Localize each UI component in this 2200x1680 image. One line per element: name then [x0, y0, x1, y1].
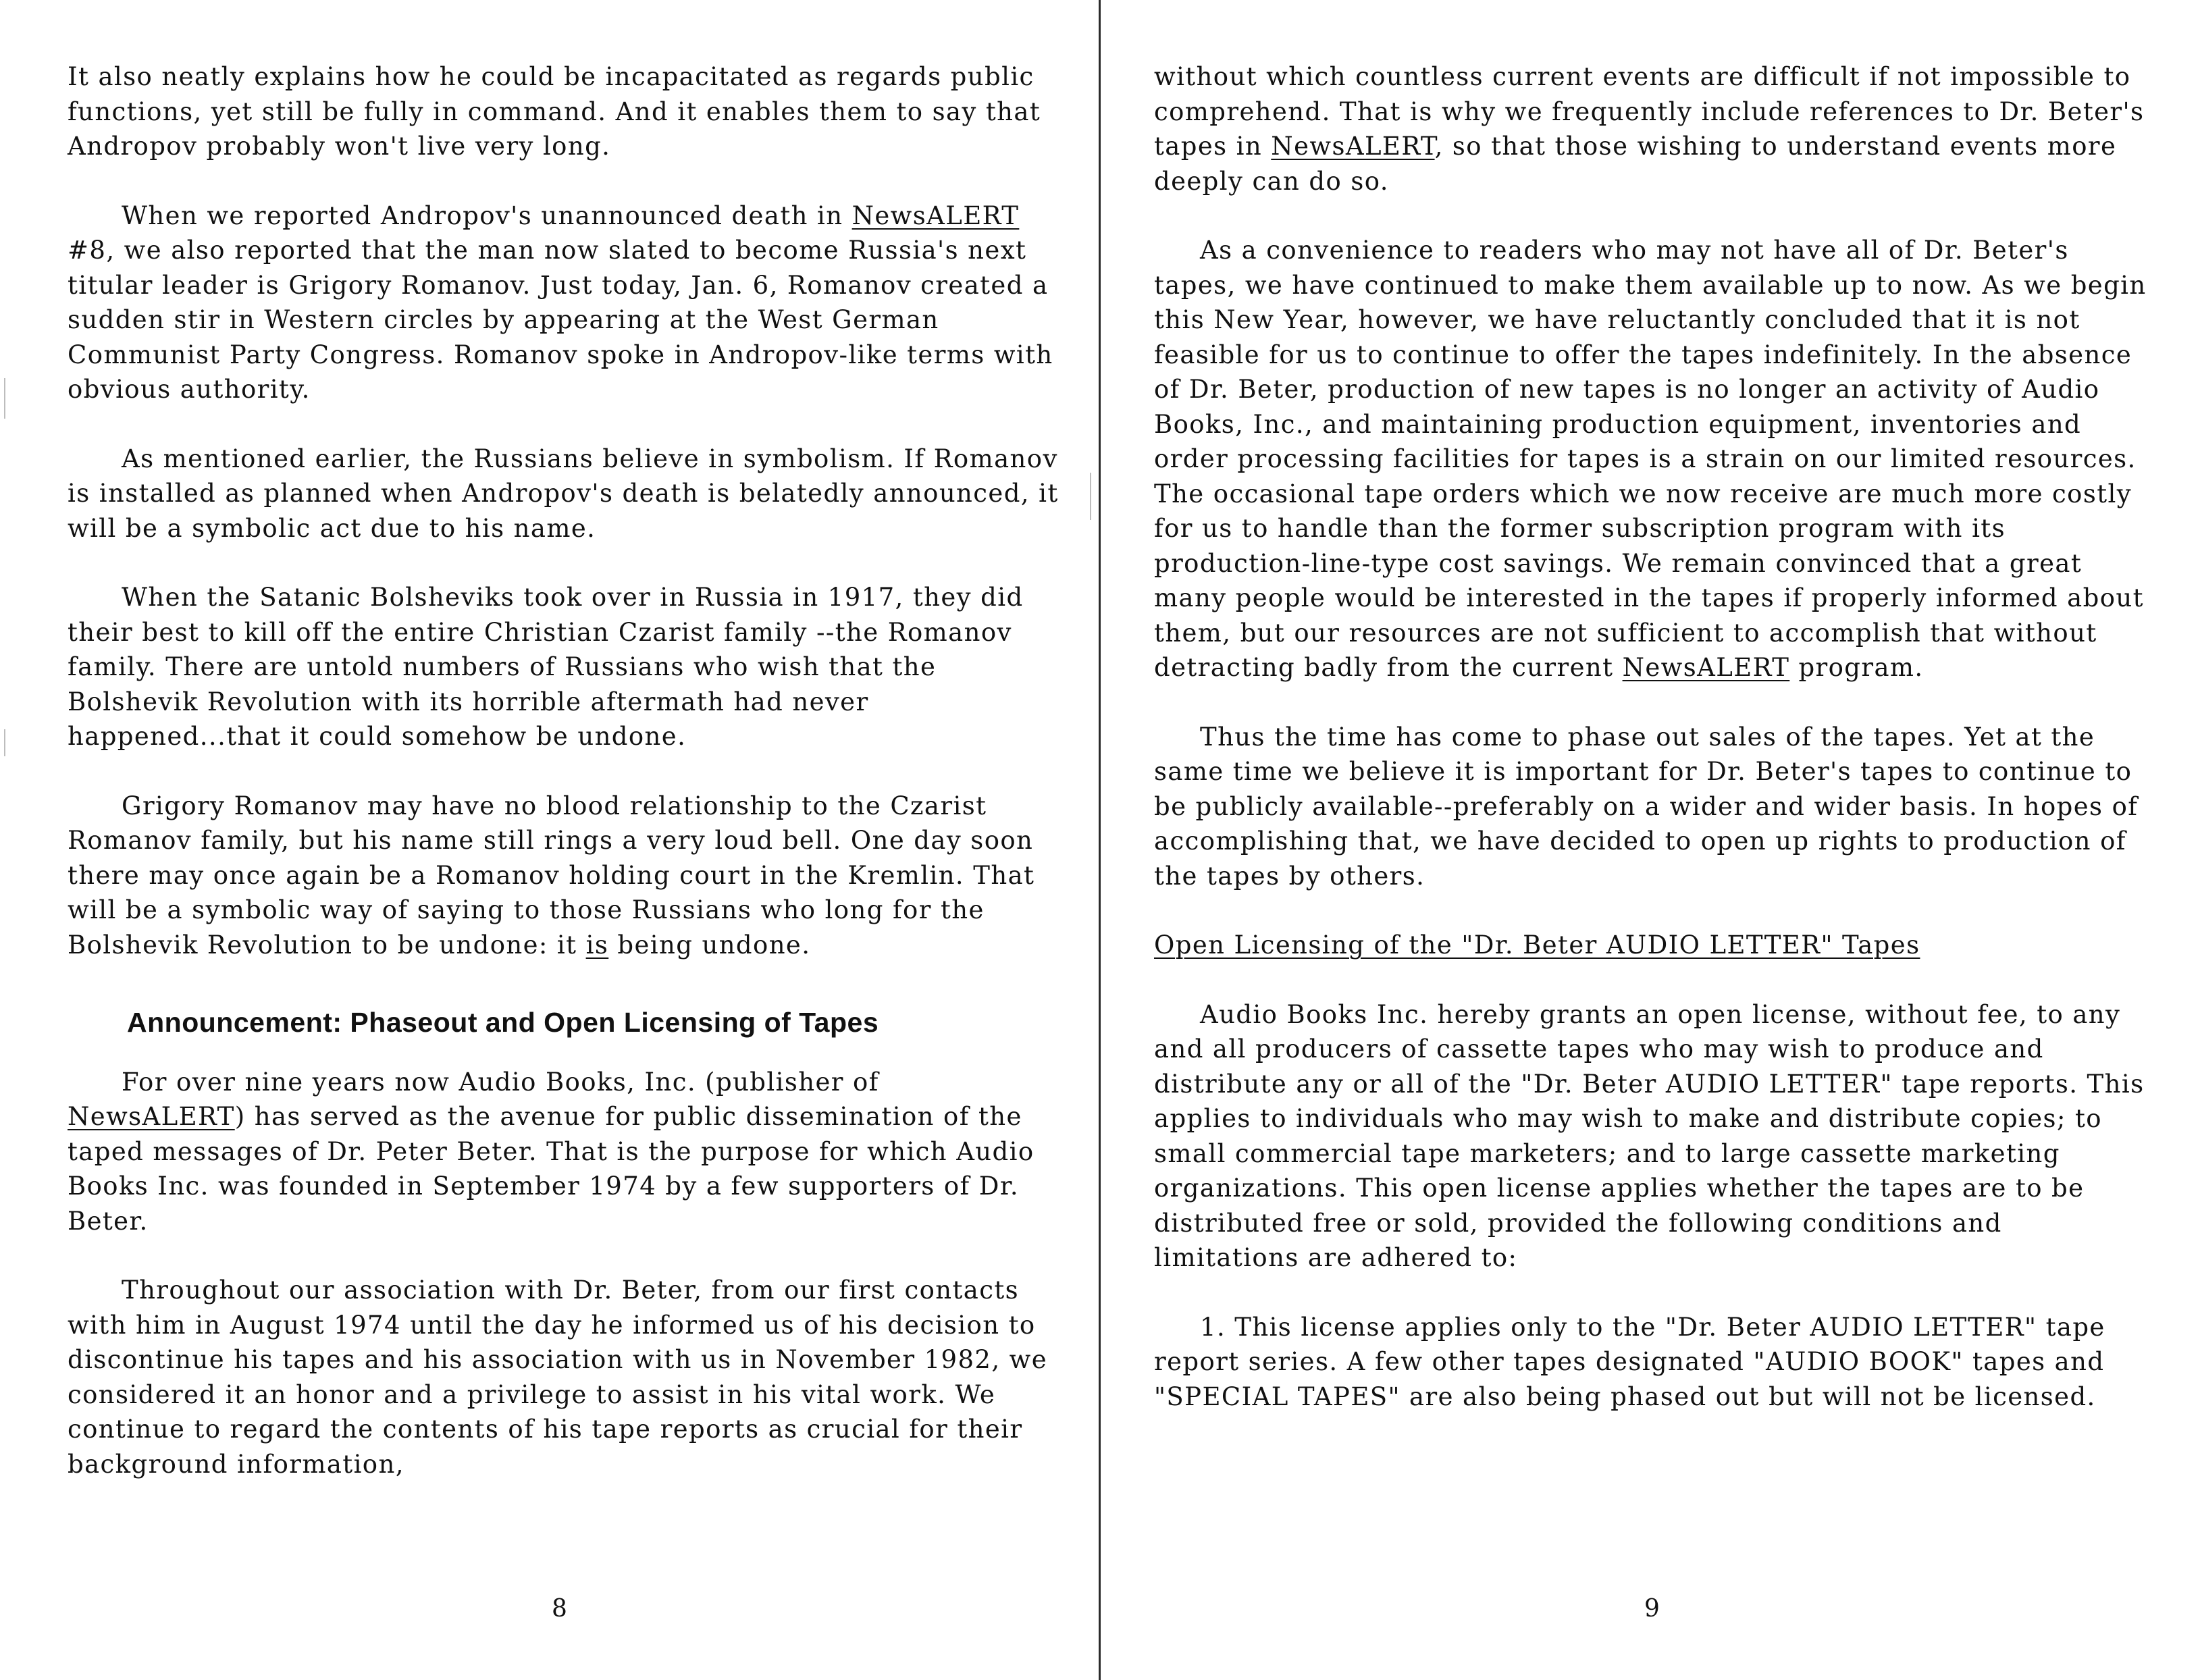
- paragraph: It also neatly explains how he could be incapacitated as regards public functions, yet still be fully in command. And it enables them to say that Andropov probably won't live very long.: [68, 62, 1041, 161]
- left-page-text: [68, 59, 1060, 1481]
- paragraph-text: , so that those wishing to understand events more deeply can do so.: [1154, 132, 2117, 196]
- publication-title: NewsALERT: [68, 1102, 235, 1131]
- scan-artifact: [4, 378, 5, 419]
- paragraph-text: being undone.: [608, 930, 811, 960]
- paragraph: [68, 1273, 1060, 1481]
- section-heading: Announcement: Phaseout and Open Licensing of Tapes: [127, 1007, 879, 1038]
- paragraph-text: Grigory Romanov may have no blood relationship to the Czarist Romanov family, but his name still rings a very loud bell. One day soon there may once again be a Romanov holding court in the Kremlin. That will be a symbolic way of saying to those Russians who long for the Bolshevik Revolution to be undone: it: [68, 791, 1035, 960]
- paragraph-text: As mentioned earlier, the Russians believe in symbolism. If Romanov is installed as planned when Andropov's death is belatedly announced, it will be a symbolic act due to his name.: [68, 444, 1059, 543]
- paragraph-text: Audio Books Inc. hereby grants an open license, without fee, to any and all producers of cassette tapes who may wish to produce and distribute any or all of the "Dr. Beter AUDIO LETTER" tape reports. This applies to individuals who may wish to make and distribute copies; to small commercial tape marketers; and to large cassette marketing organizations. This open license applies whether the tapes are to be distributed free or sold, provided the following conditions and limitations are adhered to:: [1154, 999, 2145, 1272]
- paragraph: [1154, 997, 2147, 1276]
- paragraph-text: When the Satanic Bolsheviks took over in Russia in 1917, they did their best to kill off the entire Christian Czarist family --the Romanov family. There are untold numbers of Russians who wish that the Bolshevik Revolution with its horrible aftermath had never happened...that it could somehow be undone.: [68, 583, 1024, 751]
- section-subheading: [1154, 928, 2147, 963]
- paragraph: [1154, 59, 2147, 199]
- scan-artifact: [1090, 473, 1091, 520]
- paragraph-text: Thus the time has come to phase out sales of the tapes. Yet at the same time we believe it is important for Dr. Beter's tapes to continue to be publicly available--preferably on a wider and wider basis. In hopes of accomplishing that, we have decided to open up rights to production of the tapes by others.: [1154, 722, 2139, 891]
- paragraph: [68, 442, 1060, 546]
- paragraph-text: without which countless current events are difficult if not impossible to comprehend. That is why we frequently include references to Dr. Beter's tapes in: [1154, 62, 2145, 161]
- paragraph-text: ) has served as the avenue for public dissemination of the taped messages of Dr. Peter Beter. That is the purpose for which Audio Books Inc. was founded in September 1974 by a few supporters of Dr. Beter.: [68, 1102, 1034, 1236]
- paragraph-text: As a convenience to readers who may not have all of Dr. Beter's tapes, we have continued to make them available up to now. As we begin this New Year, however, we have reluctantly concluded that it is not feasible for us to continue to offer the tapes indefinitely. In the absence of Dr. Beter, production of new tapes is no longer an activity of Audio Books, Inc., and maintaining production equipment, inventories and order processing facilities for tapes is a strain on our limited resources. The occasional tape orders which we now receive are much more costly for us to handle than the former subscription program with its production-line-type cost savings. We remain convinced that a great many people would be interested in the tapes if properly informed about them, but our resources are not sufficient to accomplish that without detracting badly from the current: [1154, 236, 2147, 682]
- paragraph-text: #8, we also reported that the man now slated to become Russia's next titular leader is Grigory Romanov. Just today, Jan. 6, Romanov created a sudden stir in Western circles by appearing at the West German Communist Party Congress. Romanov spoke in Andropov-like terms with obvious authority.: [68, 236, 1053, 404]
- paragraph: [68, 1065, 1060, 1239]
- page-number: 8: [552, 1595, 567, 1623]
- page-number: 9: [1644, 1595, 1660, 1623]
- publication-title: NewsALERT: [1271, 132, 1435, 161]
- paragraph: [1154, 720, 2147, 894]
- paragraph-text: For over nine years now Audio Books, Inc. (publisher of: [122, 1067, 879, 1097]
- paragraph-text: Throughout our association with Dr. Beter, from our first contacts with him in August 1974 until the day he informed us of his decision to discontinue his tapes and his association with us in November 1982, we considered it an honor and a privilege to assist in his vital work. We continue to regard the contents of his tape reports as crucial for their background information,: [68, 1276, 1048, 1479]
- right-page-text: [1154, 59, 2147, 1414]
- right-page: [1100, 0, 2200, 1680]
- publication-title: NewsALERT: [1622, 653, 1790, 682]
- emphasized-word: is: [585, 930, 609, 960]
- list-item: [1154, 1310, 2147, 1415]
- paragraph-text: program.: [1789, 653, 1924, 682]
- paragraph: [68, 789, 1060, 963]
- paragraph-text: When we reported Andropov's unannounced death in: [122, 201, 852, 230]
- subheading-text: Open Licensing of the "Dr. Beter AUDIO LETTER" Tapes: [1154, 930, 1920, 960]
- scan-artifact: [4, 729, 5, 756]
- publication-title: NewsALERT: [852, 201, 1020, 230]
- paragraph: [68, 580, 1060, 754]
- list-item-text: 1. This license applies only to the "Dr. Beter AUDIO LETTER" tape report series. A few other tapes designated "AUDIO BOOK" tapes and "SPECIAL TAPES" are also being phased out but will not be licensed.: [1154, 1312, 2105, 1411]
- paragraph: [68, 199, 1060, 407]
- paragraph: [1154, 233, 2147, 685]
